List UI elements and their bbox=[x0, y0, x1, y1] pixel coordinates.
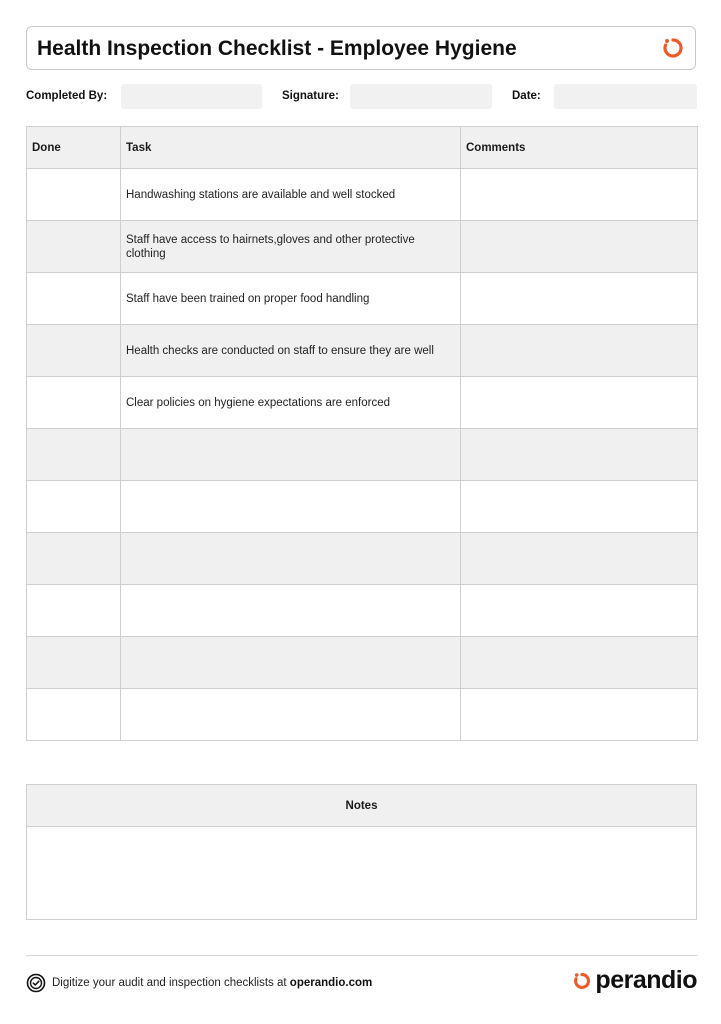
footer-link[interactable]: operandio.com bbox=[289, 977, 373, 989]
footer-divider bbox=[26, 955, 697, 956]
date-label: Date: bbox=[512, 90, 541, 102]
comments-cell[interactable] bbox=[461, 325, 698, 377]
operandio-logo-icon bbox=[661, 36, 685, 60]
column-header-comments: Comments bbox=[461, 127, 698, 169]
comments-cell[interactable] bbox=[461, 377, 698, 429]
form-fields-row bbox=[26, 84, 697, 110]
task-cell: Clear policies on hygiene expectations are enforced bbox=[121, 377, 461, 429]
footer-text-prefix: Digitize your audit and inspection checklists at bbox=[52, 977, 290, 989]
task-cell bbox=[121, 481, 461, 533]
completed-by-field[interactable] bbox=[121, 84, 262, 109]
title-box bbox=[26, 26, 696, 70]
table-row bbox=[27, 429, 698, 481]
signature-label: Signature: bbox=[282, 90, 339, 102]
task-cell: Staff have been trained on proper food handling bbox=[121, 273, 461, 325]
table-row bbox=[27, 585, 698, 637]
column-header-done: Done bbox=[27, 127, 121, 169]
done-cell[interactable] bbox=[27, 429, 121, 481]
table-row bbox=[27, 637, 698, 689]
done-cell[interactable] bbox=[27, 221, 121, 273]
task-cell bbox=[121, 585, 461, 637]
done-cell[interactable] bbox=[27, 481, 121, 533]
task-cell: Staff have access to hairnets,gloves and other protective clothing bbox=[121, 221, 461, 273]
comments-cell[interactable] bbox=[461, 637, 698, 689]
comments-cell[interactable] bbox=[461, 273, 698, 325]
comments-cell[interactable] bbox=[461, 689, 698, 741]
notes-heading: Notes bbox=[27, 785, 696, 827]
notes-field[interactable] bbox=[27, 827, 696, 921]
done-cell[interactable] bbox=[27, 689, 121, 741]
comments-cell[interactable] bbox=[461, 533, 698, 585]
footer-text bbox=[52, 977, 372, 989]
brand-name: perandio bbox=[595, 966, 697, 994]
task-cell bbox=[121, 533, 461, 585]
table-row bbox=[27, 533, 698, 585]
table-row bbox=[27, 481, 698, 533]
done-cell[interactable] bbox=[27, 533, 121, 585]
task-cell bbox=[121, 637, 461, 689]
comments-cell[interactable] bbox=[461, 429, 698, 481]
task-cell: Health checks are conducted on staff to ensure they are well bbox=[121, 325, 461, 377]
operandio-brand-icon bbox=[571, 970, 593, 992]
footer-message bbox=[26, 972, 372, 994]
comments-cell[interactable] bbox=[461, 169, 698, 221]
page-title: Health Inspection Checklist - Employee Hygiene bbox=[37, 37, 517, 60]
comments-cell[interactable] bbox=[461, 585, 698, 637]
done-cell[interactable] bbox=[27, 325, 121, 377]
comments-cell[interactable] bbox=[461, 221, 698, 273]
check-circle-icon bbox=[26, 973, 46, 993]
table-body bbox=[27, 169, 698, 741]
table-row bbox=[27, 169, 698, 221]
task-cell: Handwashing stations are available and well stocked bbox=[121, 169, 461, 221]
table-row bbox=[27, 325, 698, 377]
table-row bbox=[27, 221, 698, 273]
column-header-task: Task bbox=[121, 127, 461, 169]
table-row bbox=[27, 273, 698, 325]
notes-section bbox=[26, 784, 697, 920]
table-row bbox=[27, 689, 698, 741]
table-header-row bbox=[27, 127, 698, 169]
done-cell[interactable] bbox=[27, 637, 121, 689]
completed-by-label: Completed By: bbox=[26, 90, 108, 102]
done-cell[interactable] bbox=[27, 273, 121, 325]
task-cell bbox=[121, 429, 461, 481]
done-cell[interactable] bbox=[27, 585, 121, 637]
signature-field[interactable] bbox=[350, 84, 492, 109]
brand-logo bbox=[571, 966, 697, 995]
date-field[interactable] bbox=[554, 84, 697, 109]
checklist-table bbox=[26, 126, 698, 741]
done-cell[interactable] bbox=[27, 169, 121, 221]
table-row bbox=[27, 377, 698, 429]
comments-cell[interactable] bbox=[461, 481, 698, 533]
done-cell[interactable] bbox=[27, 377, 121, 429]
task-cell bbox=[121, 689, 461, 741]
